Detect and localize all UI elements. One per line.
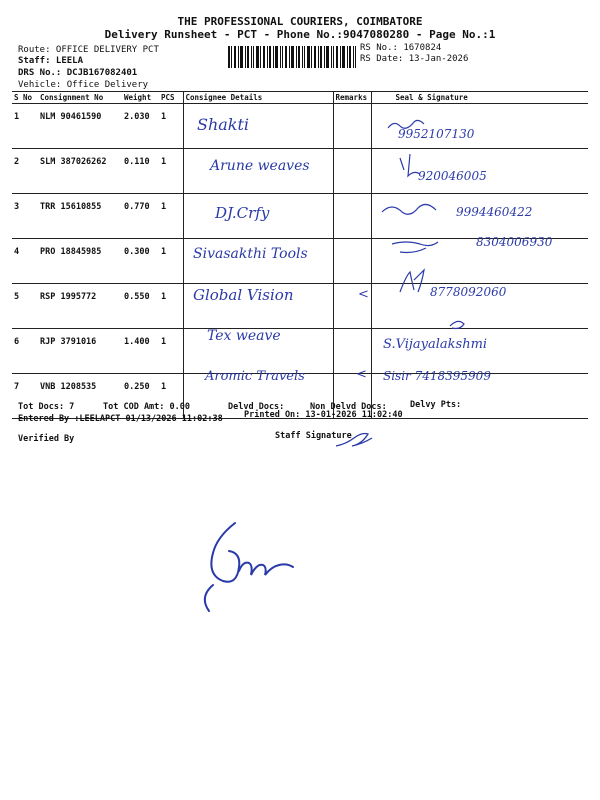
row-pcs: 1 [159, 149, 183, 194]
row-consignment: TRR 15610855 [38, 194, 122, 239]
signature-scribble [382, 204, 436, 214]
col-consignment: Consignment No [38, 92, 122, 104]
remarks-mark: < [358, 287, 369, 302]
non-delvd-docs: Non Delvd Docs: [310, 402, 387, 412]
signature-scribble [400, 154, 420, 176]
signature-scribble [392, 242, 438, 253]
row-weight: 0.250 [122, 374, 159, 419]
row-pcs: 1 [159, 104, 183, 149]
signature-handwriting: S.Vijayalakshmi [383, 337, 488, 352]
signature-handwriting: 8304006930 [476, 235, 553, 249]
row-weight: 0.110 [122, 149, 159, 194]
large-signature [195, 515, 315, 615]
runsheet-title: Delivery Runsheet - PCT - Phone No.:9047080280 - Page No.:1 [104, 28, 496, 41]
col-weight: Weight [122, 92, 159, 104]
drs-number: DRS No.: DCJB167082401 [18, 68, 138, 78]
tot-cod-amt: Tot COD Amt: 0.00 [103, 402, 190, 412]
row-sno: 6 [12, 329, 38, 374]
row-pcs: 1 [159, 284, 183, 329]
signature-scribble [400, 270, 424, 292]
row-pcs: 1 [159, 194, 183, 239]
row-consignment: SLM 387026262 [38, 149, 122, 194]
row-sno: 5 [12, 284, 38, 329]
consignee-handwriting: Global Vision [193, 286, 294, 304]
vehicle-label: Vehicle: Office Delivery [18, 80, 149, 90]
col-remarks: Remarks [333, 92, 371, 104]
tot-docs: Tot Docs: 7 [18, 402, 75, 412]
entered-by: Entered By :LEELAPCT 01/13/2026 11:02:38 [18, 414, 223, 424]
col-signature: Seal & Signature [371, 92, 588, 104]
rs-number: RS No.: 1670824 [360, 43, 442, 53]
consignee-handwriting: Aromic Travels [205, 369, 305, 384]
consignee-handwriting: Shakti [197, 115, 250, 134]
consignee-handwriting: DJ.Crfy [215, 204, 270, 222]
row-weight: 0.770 [122, 194, 159, 239]
signature-scribble [450, 321, 464, 328]
remarks-mark: < [356, 367, 367, 382]
row-consignment: VNB 1208535 [38, 374, 122, 419]
row-pcs: 1 [159, 239, 183, 284]
signature-handwriting: 9952107130 [398, 127, 475, 141]
row-consignment: PRO 18845985 [38, 239, 122, 284]
rs-date: RS Date: 13-Jan-2026 [360, 54, 469, 64]
row-sno: 4 [12, 239, 38, 284]
route-label: Route: OFFICE DELIVERY PCT [18, 45, 159, 55]
consignee-handwriting: Arune weaves [210, 158, 310, 174]
staff-label: Staff: LEELA [18, 56, 84, 66]
row-weight: 2.030 [122, 104, 159, 149]
signature-handwriting: Sisir 7418395909 [383, 369, 491, 383]
row-weight: 0.550 [122, 284, 159, 329]
row-pcs: 1 [159, 329, 183, 374]
col-sno: S No [12, 92, 38, 104]
signature-handwriting: 8778092060 [430, 285, 507, 299]
signature-handwriting: 920046005 [418, 169, 487, 183]
staff-signature-label: Staff Signature [275, 431, 352, 441]
row-pcs: 1 [159, 374, 183, 419]
row-sno: 3 [12, 194, 38, 239]
printed-on: Printed On: 13-01-2026 11:02:40 [244, 410, 403, 420]
row-consignment: RJP 3791016 [38, 329, 122, 374]
row-consignment: RSP 1995772 [38, 284, 122, 329]
delvy-pts: Delvy Pts: [410, 400, 462, 410]
row-sno: 1 [12, 104, 38, 149]
signature-handwriting: 9994460422 [456, 205, 533, 219]
row-weight: 1.400 [122, 329, 159, 374]
row-sno: 2 [12, 149, 38, 194]
delvd-docs: Delvd Docs: [228, 402, 285, 412]
staff-signature-scribble [330, 424, 390, 454]
consignee-handwriting: Sivasakthi Tools [193, 246, 308, 262]
verified-by: Verified By [18, 434, 75, 444]
row-weight: 0.300 [122, 239, 159, 284]
col-pcs: PCS [159, 92, 183, 104]
company-name: THE PROFESSIONAL COURIERS, COIMBATORE [177, 15, 423, 28]
consignee-handwriting: Tex weave [207, 328, 281, 344]
col-consignee: Consignee Details [183, 92, 333, 104]
row-consignment: NLM 90461590 [38, 104, 122, 149]
row-sno: 7 [12, 374, 38, 419]
